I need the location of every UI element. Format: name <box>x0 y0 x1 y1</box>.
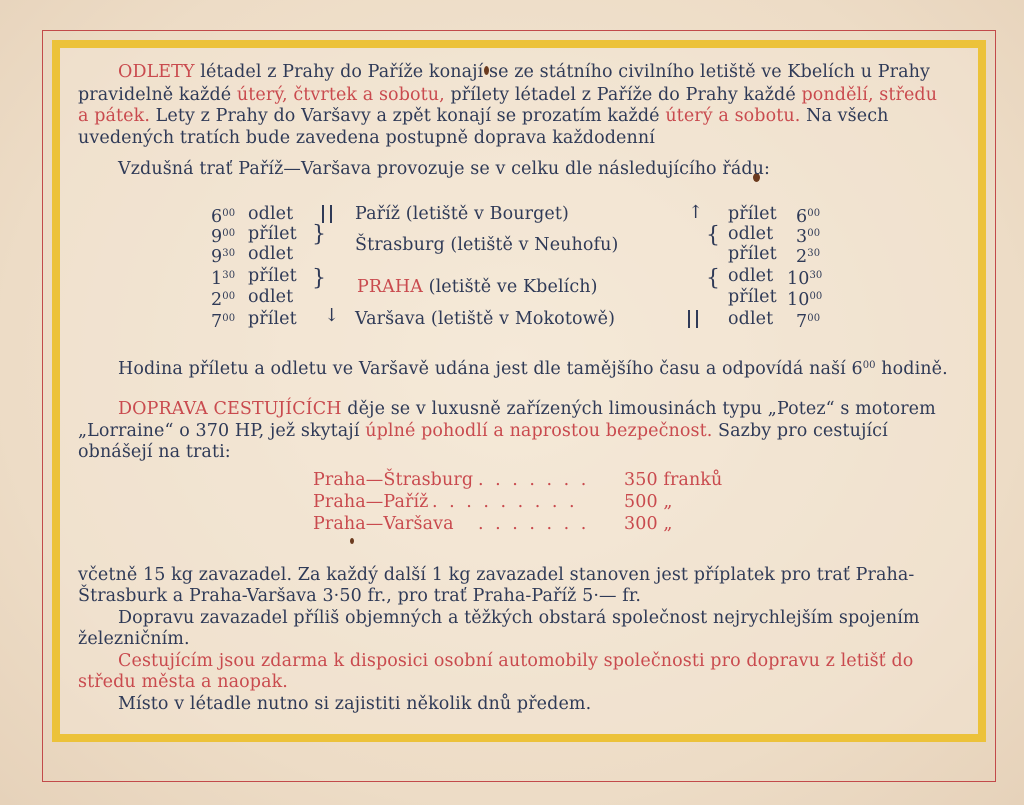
time-note: Hodina příletu a odletu ve Varšavě udána jest dle tamějšího času a odpovídá naší $6^{00}$ hodině. <box>118 359 948 379</box>
schedule-left-action: odlet <box>248 287 294 307</box>
para1-line1: ODLETY létadel z Prahy do Paříže konají se ze státního civilního letiště ve Kbelích u Prahy <box>118 62 930 82</box>
schedule-right-action: přílet <box>728 287 777 307</box>
schedule-left-time: $9^{00}$ <box>211 227 236 247</box>
schedule-left-action: přílet <box>248 224 297 244</box>
schedule-left-action: přílet <box>248 266 297 286</box>
schedule-left-time: $6^{00}$ <box>211 207 236 227</box>
schedule-right-time: $7^{00}$ <box>796 312 821 332</box>
schedule-right-time: $6^{00}$ <box>796 207 821 227</box>
fare-dots: . . . . . . . . . <box>432 492 578 512</box>
left-brace-icon: { <box>706 266 720 291</box>
fare-price: 500 „ <box>624 492 673 512</box>
schedule-right-action: odlet <box>728 309 774 329</box>
schedule-right-action: přílet <box>728 204 777 224</box>
doprava-heading: DOPRAVA CESTUJÍCÍCH <box>118 399 342 419</box>
left-brace-icon: { <box>706 223 720 248</box>
para1-line4: uvedených tratích bude zavedena postupně doprava každodenní <box>78 128 655 148</box>
station-strasburg: Štrasburg (letiště v Neuhofu) <box>355 235 619 255</box>
fare-price: 300 „ <box>624 514 673 534</box>
fare-dots: . . . . . . . <box>478 514 590 534</box>
para3-line6: středu města a naopak. <box>78 672 288 692</box>
schedule-right-action: přílet <box>728 244 777 264</box>
schedule-right-time: $10^{00}$ <box>787 290 823 310</box>
schedule-left-action: odlet <box>248 244 294 264</box>
para2-line3: obnášejí na trati: <box>78 442 231 462</box>
para3-line2: Štrasburk a Praha-Varšava 3·50 fr., pro trať Praha-Paříž 5·— fr. <box>78 586 642 606</box>
schedule-right-time: $10^{30}$ <box>787 269 823 289</box>
route-intro: Vzdušná trať Paříž—Varšava provozuje se v celku dle následujícího řádu: <box>118 159 771 179</box>
odlety-heading: ODLETY <box>118 62 195 82</box>
para3-line7: Místo v létadle nutno si zajistiti několik dnů předem. <box>118 694 592 714</box>
double-bar-icon <box>688 310 698 328</box>
schedule-left-action: přílet <box>248 309 297 329</box>
schedule-left-time: $1^{30}$ <box>211 269 236 289</box>
para2-line1: DOPRAVA CESTUJÍCÍCH děje se v luxusně zařízených limousinách typu „Potez“ s motorem <box>118 399 936 419</box>
para2-line2: „Lorraine“ o 370 HP, jež skytají úplné pohodlí a naprostou bezpečnost. Sazby pro cestující <box>78 421 888 441</box>
fare-route: Praha—Varšava <box>313 514 454 534</box>
fare-dots: . . . . . . . <box>478 470 590 490</box>
schedule-right-time: $2^{30}$ <box>796 247 821 267</box>
schedule-right-time: $3^{00}$ <box>796 227 821 247</box>
para3-line3: Dopravu zavazadel příliš objemných a těžkých obstará společnost nejrychlejším spojením <box>118 608 920 628</box>
fare-price: 350 franků <box>624 470 723 490</box>
up-arrow-icon: ↑ <box>688 202 704 223</box>
para3-line1: včetně 15 kg zavazadel. Za každý další 1 kg zavazadel stanoven jest příplatek pro trať Praha- <box>78 565 915 585</box>
down-arrow-icon: ↓ <box>324 305 340 326</box>
fare-route: Praha—Paříž <box>313 492 429 512</box>
station-paris: Paříž (letiště v Bourget) <box>355 204 569 224</box>
ink-stain <box>350 538 354 544</box>
para3-line5: Cestujícím jsou zdarma k disposici osobní automobily společnosti pro dopravu z letišť do <box>118 651 914 671</box>
schedule-left-time: $9^{30}$ <box>211 247 236 267</box>
right-brace-icon: } <box>312 222 326 247</box>
schedule-right-action: odlet <box>728 266 774 286</box>
schedule-left-time: $7^{00}$ <box>211 312 236 332</box>
schedule-left-time: $2^{00}$ <box>211 290 236 310</box>
fare-route: Praha—Štrasburg <box>313 470 474 490</box>
right-brace-icon: } <box>312 266 326 291</box>
para1-line2: pravidelně každé úterý, čtvrtek a sobotu, přílety létadel z Paříže do Prahy každé pondělí, středu <box>78 85 938 105</box>
schedule-right-action: odlet <box>728 224 774 244</box>
para1-line3: a pátek. Lety z Prahy do Varšavy a zpět konají se prozatím každé úterý a sobotu. Na všech <box>78 106 889 126</box>
schedule-left-action: odlet <box>248 204 294 224</box>
station-praha: PRAHA (letiště ve Kbelích) <box>357 277 598 297</box>
double-bar-icon <box>322 205 332 223</box>
para3-line4: železničním. <box>78 629 190 649</box>
station-varsava: Varšava (letiště v Mokotowě) <box>355 309 616 329</box>
